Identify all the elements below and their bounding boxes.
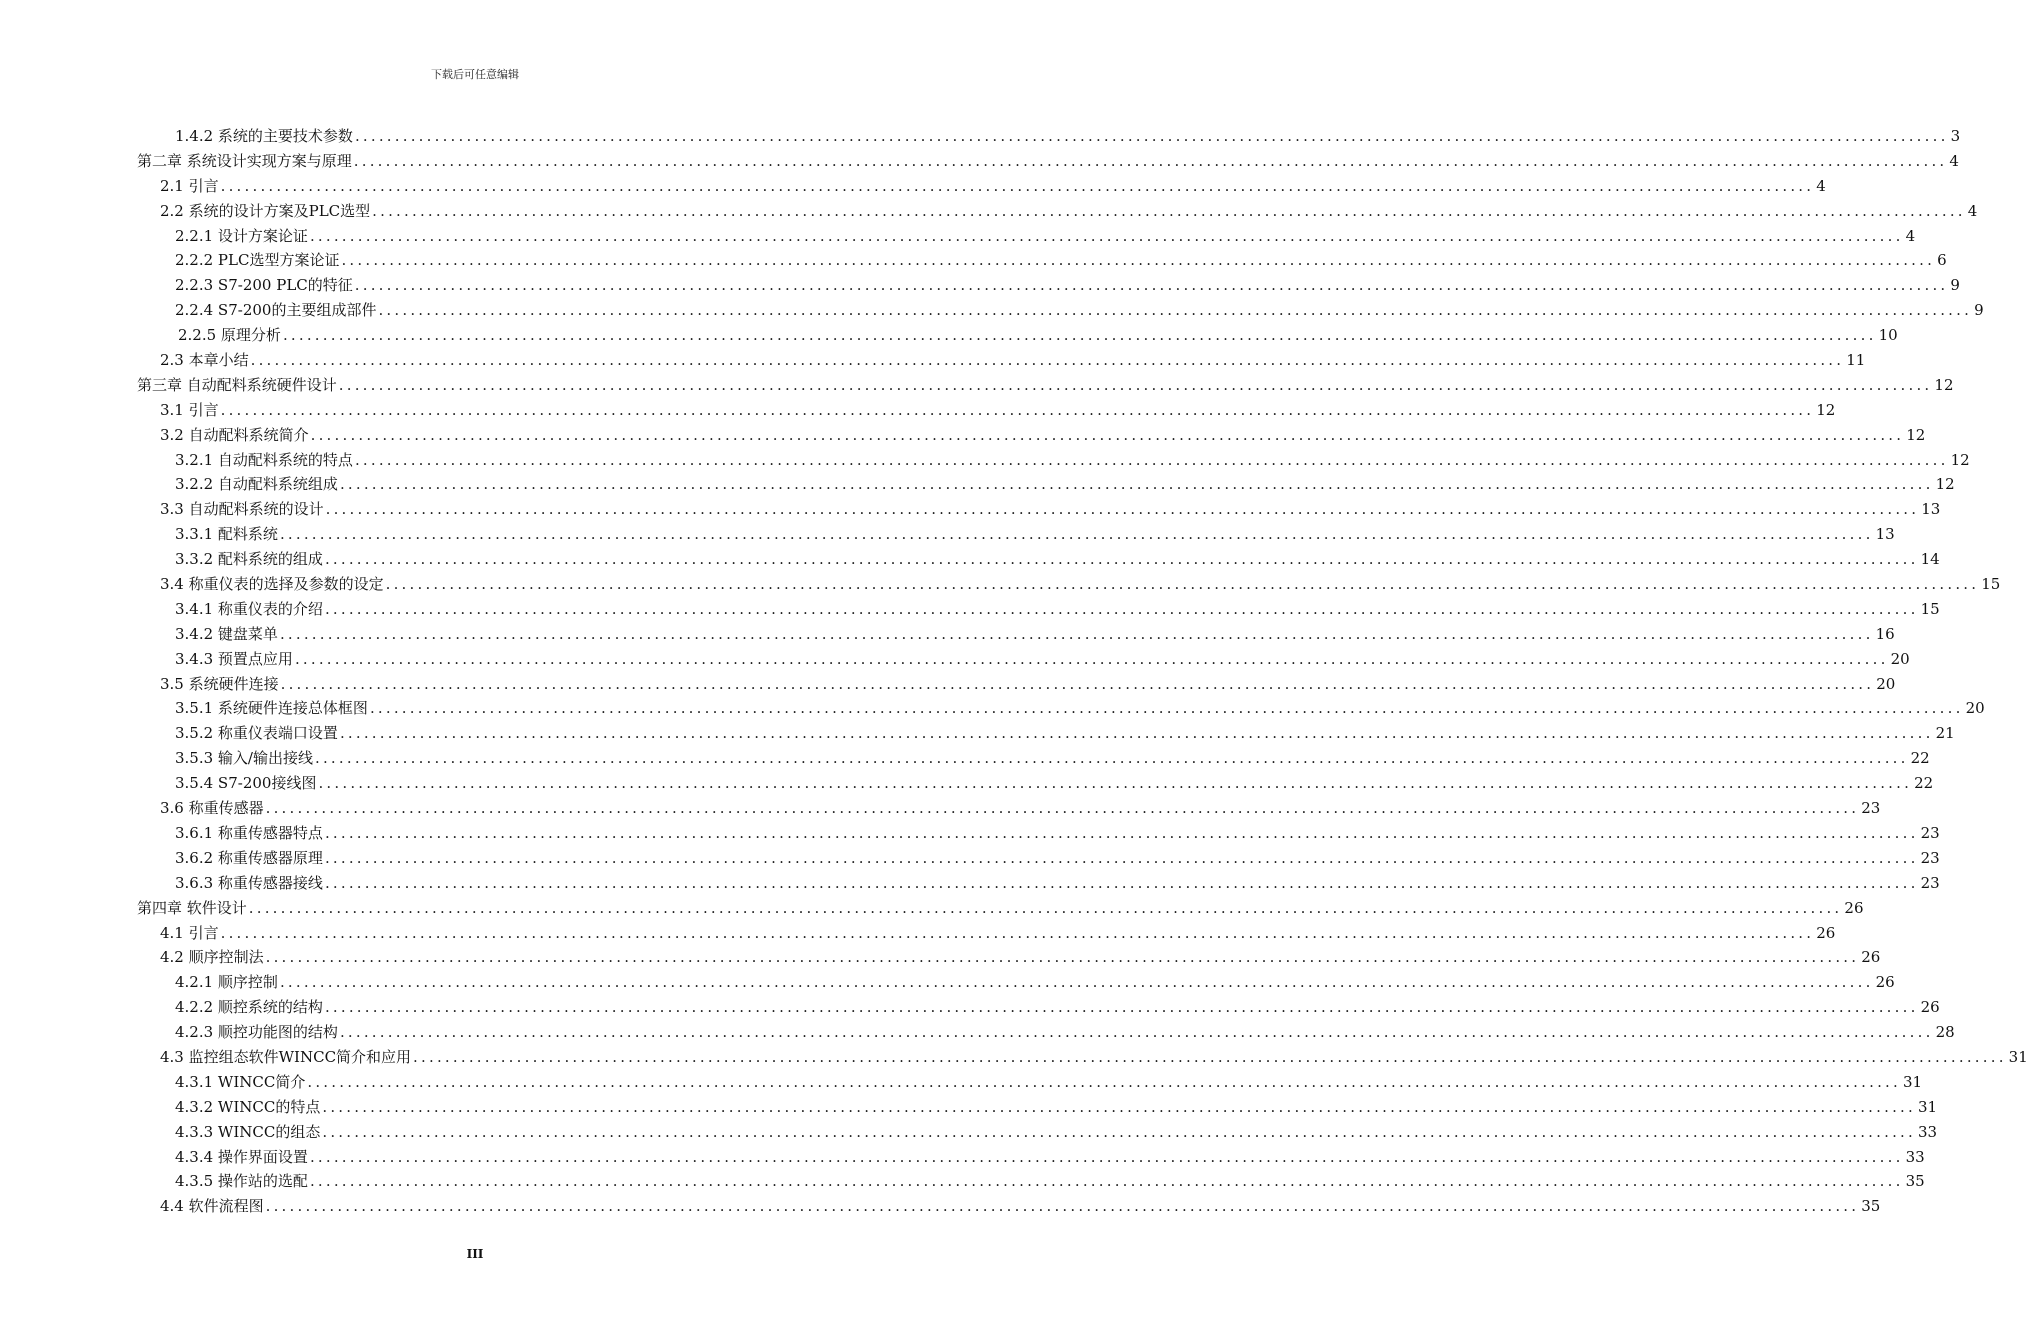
toc-entry-page: 12 <box>1816 400 1836 419</box>
toc-entry-title: 4.2.1 顺序控制 <box>175 973 278 992</box>
toc-leader-dots: ........................................................................................................................................................................................................ <box>220 400 1815 419</box>
toc-entry-title: 第二章 系统设计实现方案与原理 <box>137 151 352 170</box>
toc-leader-dots: ........................................................................................................................................................................................................ <box>309 1172 1904 1191</box>
toc-leader-dots: ........................................................................................................................................................................................................ <box>325 500 1920 519</box>
toc-entry-title: 3.6.1 称重传感器特点 <box>175 823 323 842</box>
toc-entry-title: 3.5.1 系统硬件连接总体框图 <box>175 699 368 718</box>
toc-entry-title: 4.2.2 顺控系统的结构 <box>175 998 323 1017</box>
toc-entry-title: 1.4.2 系统的主要技术参数 <box>175 127 353 145</box>
toc-entry-title: 4.3.2 WINCC的特点 <box>175 1097 321 1116</box>
toc-entry-title: 4.2 顺序控制法 <box>160 948 264 967</box>
toc-entry[interactable] <box>0 871 1940 896</box>
toc-entry[interactable] <box>0 696 1985 721</box>
toc-entry-page: 3 <box>1950 127 1961 145</box>
toc-entry-title: 3.1 引言 <box>160 400 219 419</box>
toc-entry-title: 3.2.2 自动配料系统组成 <box>175 475 338 494</box>
toc-leader-dots: ........................................................................................................................................................................................................ <box>318 774 1913 793</box>
toc-entry[interactable] <box>0 373 1954 398</box>
page-number: III <box>466 1247 484 1261</box>
toc-leader-dots: ........................................................................................................................................................................................................ <box>324 873 1919 892</box>
toc-entry[interactable] <box>0 547 1940 572</box>
toc-entry-title: 3.3.2 配料系统的组成 <box>175 550 323 569</box>
toc-entry-title: 4.3 监控组态软件WINCC简介和应用 <box>160 1047 412 1066</box>
toc-entry-title: 4.1 引言 <box>160 923 219 942</box>
toc-entry[interactable] <box>0 1095 1938 1120</box>
toc-leader-dots: ........................................................................................................................................................................................................ <box>324 599 1919 618</box>
toc-entry-title: 3.6.2 称重传感器原理 <box>175 848 323 867</box>
toc-entry-page: 13 <box>1921 500 1941 519</box>
toc-entry-page: 23 <box>1920 823 1940 842</box>
toc-leader-dots: ........................................................................................................................................................................................................ <box>413 1047 2007 1066</box>
toc-entry[interactable] <box>0 1145 1925 1170</box>
toc-entry-title: 3.5.4 S7-200接线图 <box>175 774 317 793</box>
toc-leader-dots: ........................................................................................................................................................................................................ <box>265 948 1860 967</box>
toc-entry-page: 26 <box>1875 973 1895 992</box>
toc-entry-page: 28 <box>1935 1023 1955 1042</box>
toc-leader-dots: ........................................................................................................................................................................................................ <box>220 176 1815 195</box>
toc-entry-page: 11 <box>1846 351 1866 370</box>
toc-entry-page: 4 <box>1967 201 1978 220</box>
toc-entry-page: 26 <box>1844 898 1864 917</box>
toc-entry-page: 12 <box>1950 450 1970 469</box>
toc-entry[interactable] <box>0 248 1947 273</box>
toc-entry[interactable] <box>0 896 1864 921</box>
toc-leader-dots: ........................................................................................................................................................................................................ <box>294 649 1889 668</box>
toc-leader-dots: ........................................................................................................................................................................................................ <box>248 898 1843 917</box>
toc-entry-page: 15 <box>1981 575 2001 594</box>
toc-entry-page: 22 <box>1910 749 1930 768</box>
toc-entry-title: 第四章 软件设计 <box>137 898 247 917</box>
toc-leader-dots: ........................................................................................................................................................................................................ <box>310 425 1905 444</box>
toc-entry-page: 31 <box>1917 1097 1938 1116</box>
toc-entry[interactable] <box>0 597 1940 622</box>
toc-leader-dots: ........................................................................................................................................................................................................ <box>324 998 1919 1017</box>
toc-entry-title: 3.5 系统硬件连接 <box>160 674 279 693</box>
toc-entry-title: 3.4 称重仪表的选择及参数的设定 <box>160 575 384 594</box>
toc-entry[interactable] <box>0 647 1910 672</box>
toc-entry[interactable] <box>0 1070 1923 1095</box>
toc-entry-title: 4.2.3 顺控功能图的结构 <box>175 1023 338 1042</box>
toc-leader-dots: ........................................................................................................................................................................................................ <box>322 1122 1916 1141</box>
toc-entry-page: 20 <box>1965 699 1985 718</box>
toc-entry-page: 4 <box>1816 176 1826 195</box>
toc-entry-title: 2.2.2 PLC选型方案论证 <box>175 251 340 270</box>
toc-entry-page: 22 <box>1914 774 1934 793</box>
toc-leader-dots: ........................................................................................................................................................................................................ <box>354 127 1949 145</box>
toc-entry[interactable] <box>0 921 1836 946</box>
toc-entry-page: 20 <box>1890 649 1910 668</box>
toc-entry-page: 9 <box>1950 276 1960 295</box>
toc-entry-page: 26 <box>1816 923 1836 942</box>
toc-entry[interactable] <box>0 1020 1955 1045</box>
toc-leader-dots: ........................................................................................................................................................................................................ <box>280 674 1875 693</box>
toc-entry[interactable] <box>0 721 1955 746</box>
toc-entry-title: 4.3.5 操作站的选配 <box>175 1172 308 1191</box>
toc-leader-dots: ........................................................................................................................................................................................................ <box>338 375 1933 394</box>
toc-entry-page: 23 <box>1920 848 1940 867</box>
toc-entry-title: 2.1 引言 <box>160 176 219 195</box>
toc-leader-dots: ........................................................................................................................................................................................................ <box>339 475 1934 494</box>
toc-leader-dots: ........................................................................................................................................................................................................ <box>324 848 1919 867</box>
toc-entry[interactable] <box>0 1169 1925 1194</box>
toc-entry-title: 第三章 自动配料系统硬件设计 <box>137 375 337 394</box>
toc-entry[interactable] <box>0 846 1940 871</box>
toc-entry[interactable] <box>0 149 1959 174</box>
toc-entry[interactable] <box>0 124 1961 149</box>
toc-entry-title: 4.4 软件流程图 <box>160 1197 264 1216</box>
toc-entry[interactable] <box>0 1120 1938 1145</box>
toc-entry-title: 2.2.3 S7-200 PLC的特征 <box>175 276 353 295</box>
toc-entry-title: 3.4.2 键盘菜单 <box>175 624 278 643</box>
toc-leader-dots: ........................................................................................................................................................................................................ <box>324 550 1919 569</box>
toc-entry[interactable] <box>0 174 1826 199</box>
toc-entry[interactable] <box>0 622 1895 647</box>
toc-leader-dots: ........................................................................................................................................................................................................ <box>279 525 1874 544</box>
toc-entry-title: 3.4.1 称重仪表的介绍 <box>175 599 323 618</box>
toc-entry[interactable] <box>0 1045 2028 1070</box>
toc-entry[interactable] <box>0 273 1960 298</box>
toc-entry[interactable] <box>0 199 1978 224</box>
toc-entry[interactable] <box>0 672 1896 697</box>
toc-entry-page: 4 <box>1949 151 1959 170</box>
toc-leader-dots: ........................................................................................................................................................................................................ <box>220 923 1815 942</box>
toc-leader-dots: ........................................................................................................................................................................................................ <box>309 1147 1904 1166</box>
toc-entry[interactable] <box>0 771 1934 796</box>
toc-leader-dots: ........................................................................................................................................................................................................ <box>354 276 1949 295</box>
toc-leader-dots: ........................................................................................................................................................................................................ <box>353 151 1948 170</box>
toc-entry-page: 10 <box>1878 326 1898 345</box>
toc-entry-page: 26 <box>1861 948 1881 967</box>
toc-entry[interactable] <box>0 398 1836 423</box>
toc-leader-dots: ........................................................................................................................................................................................................ <box>339 1023 1934 1042</box>
toc-entry-title: 2.2.4 S7-200的主要组成部件 <box>175 301 377 320</box>
toc-entry[interactable] <box>0 298 1984 323</box>
toc-entry-title: 2.2.5 原理分析 <box>178 326 281 345</box>
toc-leader-dots: ........................................................................................................................................................................................................ <box>250 351 1845 370</box>
toc-entry-title: 3.2 自动配料系统简介 <box>160 425 309 444</box>
toc-entry-title: 3.6.3 称重传感器接线 <box>175 873 323 892</box>
toc-entry-title: 3.6 称重传感器 <box>160 799 264 818</box>
toc-entry-page: 23 <box>1920 873 1940 892</box>
toc-entry[interactable] <box>0 1194 1881 1219</box>
toc-leader-dots: ........................................................................................................................................................................................................ <box>322 1097 1916 1116</box>
toc-entry[interactable] <box>0 448 1970 473</box>
toc-entry[interactable] <box>0 224 1916 249</box>
toc-entry[interactable] <box>0 572 2001 597</box>
toc-entry[interactable] <box>0 995 1940 1020</box>
toc-entry-title: 2.2 系统的设计方案及PLC选型 <box>160 201 371 220</box>
toc-entry-page: 16 <box>1875 624 1895 643</box>
toc-leader-dots: ........................................................................................................................................................................................................ <box>341 251 1936 270</box>
toc-entry-page: 12 <box>1935 475 1955 494</box>
toc-entry-page: 6 <box>1937 251 1947 270</box>
toc-entry-page: 15 <box>1920 599 1940 618</box>
toc-entry-title: 3.3.1 配料系统 <box>175 525 278 544</box>
toc-entry-title: 4.3.1 WINCC简介 <box>175 1072 306 1091</box>
toc-entry-page: 33 <box>1917 1122 1938 1141</box>
toc-leader-dots: ........................................................................................................................................................................................................ <box>279 973 1874 992</box>
toc-entry-title: 2.2.1 设计方案论证 <box>175 226 308 245</box>
toc-entry-page: 14 <box>1920 550 1940 569</box>
toc-leader-dots: ........................................................................................................................................................................................................ <box>372 201 1966 220</box>
toc-leader-dots: ........................................................................................................................................................................................................ <box>369 699 1964 718</box>
toc-entry-page: 13 <box>1875 525 1895 544</box>
toc-entry[interactable] <box>0 497 1941 522</box>
toc-entry-title: 3.4.3 预置点应用 <box>175 649 293 668</box>
toc-leader-dots: ........................................................................................................................................................................................................ <box>279 624 1874 643</box>
toc-entry[interactable] <box>0 323 1898 348</box>
toc-entry-title: 3.5.3 输入/输出接线 <box>175 749 313 768</box>
toc-entry-title: 3.5.2 称重仪表端口设置 <box>175 724 338 743</box>
toc-entry[interactable] <box>0 522 1895 547</box>
toc-entry-title: 4.3.3 WINCC的组态 <box>175 1122 321 1141</box>
toc-leader-dots: ........................................................................................................................................................................................................ <box>339 724 1934 743</box>
toc-leader-dots: ........................................................................................................................................................................................................ <box>309 226 1904 245</box>
toc-leader-dots: ........................................................................................................................................................................................................ <box>378 301 1973 320</box>
toc-entry-page: 12 <box>1906 425 1926 444</box>
page-header: 下载后可任意编辑 <box>431 68 519 81</box>
toc-leader-dots: ........................................................................................................................................................................................................ <box>315 749 1909 768</box>
toc-entry[interactable] <box>0 796 1881 821</box>
toc-entry[interactable] <box>0 945 1881 970</box>
toc-entry-title: 3.3 自动配料系统的设计 <box>160 500 324 519</box>
toc-entry-page: 33 <box>1905 1147 1925 1166</box>
toc-entry-page: 35 <box>1905 1172 1925 1191</box>
toc-entry-page: 31 <box>1902 1072 1923 1091</box>
toc-entry-title: 3.2.1 自动配料系统的特点 <box>175 450 353 469</box>
toc-entry-page: 4 <box>1905 226 1916 245</box>
toc-entry-page: 23 <box>1861 799 1881 818</box>
toc-entry-page: 9 <box>1974 301 1984 320</box>
toc-entry[interactable] <box>0 472 1955 497</box>
toc-entry[interactable] <box>0 423 1926 448</box>
toc-leader-dots: ........................................................................................................................................................................................................ <box>324 823 1919 842</box>
toc-leader-dots: ........................................................................................................................................................................................................ <box>354 450 1949 469</box>
toc-entry-page: 35 <box>1861 1197 1881 1216</box>
toc-entry-page: 31 <box>2008 1047 2028 1066</box>
toc-entry-page: 26 <box>1920 998 1940 1017</box>
toc-leader-dots: ........................................................................................................................................................................................................ <box>265 799 1860 818</box>
toc-leader-dots: ........................................................................................................................................................................................................ <box>307 1072 1901 1091</box>
toc-entry-title: 4.3.4 操作界面设置 <box>175 1147 308 1166</box>
toc-entry-page: 21 <box>1935 724 1955 743</box>
toc-entry[interactable] <box>0 821 1940 846</box>
table-of-contents <box>0 124 2028 1219</box>
toc-leader-dots: ........................................................................................................................................................................................................ <box>385 575 1980 594</box>
toc-leader-dots: ........................................................................................................................................................................................................ <box>265 1197 1860 1216</box>
toc-entry-page: 12 <box>1934 375 1954 394</box>
toc-entry[interactable] <box>0 348 1866 373</box>
toc-entry[interactable] <box>0 970 1895 995</box>
toc-leader-dots: ........................................................................................................................................................................................................ <box>282 326 1877 345</box>
toc-entry[interactable] <box>0 746 1930 771</box>
toc-entry-title: 2.3 本章小结 <box>160 351 249 370</box>
toc-entry-page: 20 <box>1876 674 1896 693</box>
